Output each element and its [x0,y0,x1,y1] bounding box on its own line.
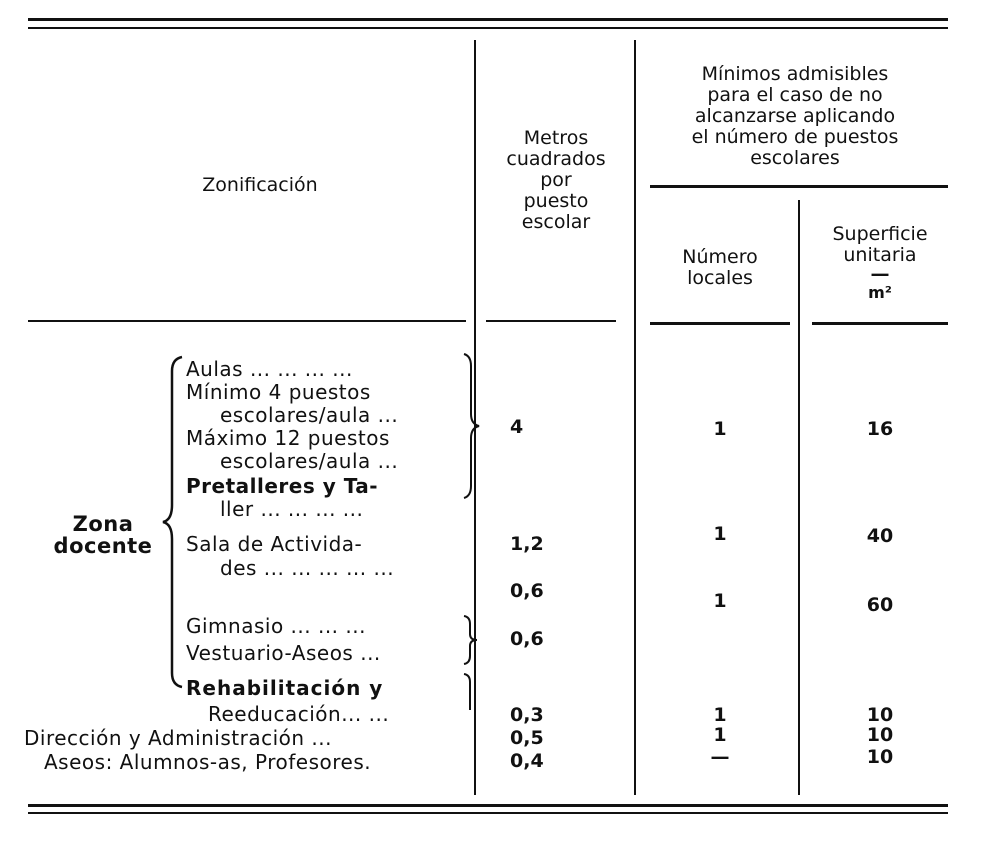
item-maximo: Máximo 12 puestos [186,426,390,450]
top-rule-2 [28,27,948,29]
zone-label-line: docente [53,534,153,558]
header-superficie-line: Superficie [832,223,928,245]
rehab-brace [461,672,477,712]
header-metros-line: por [540,169,572,191]
col-divider-2 [634,40,636,795]
col-divider-3 [798,200,800,795]
item-direccion: Dirección y Administración ... [24,726,332,750]
superficie-direccion: 10 [866,724,894,746]
superficie-aseos: 10 [866,746,894,768]
numero-aulas: 1 [713,418,727,440]
item-sala: Sala de Activida- [186,532,363,556]
header-minimos-line: escolares [750,147,840,169]
header-minimos [645,64,945,169]
header-superficie-unit: m² [868,283,892,302]
header-bottom-rule-1 [28,320,466,322]
superficie-aulas: 16 [866,418,894,440]
metros-sala: 0,6 [510,580,544,602]
top-rule [28,18,948,21]
metros-gimnasio: 0,6 [510,628,544,650]
item-pretalleres: Pretalleres y Ta- [186,474,379,498]
gimnasio-brace [461,614,483,666]
header-bottom-rule-4 [812,322,948,325]
item-aseos: Aseos: Alumnos-as, Profesores. [44,750,372,774]
item-ller: ller ... ... ... ... [220,497,364,521]
item-escolares-2: escolares/aula ... [220,449,399,473]
item-vestuario: Vestuario-Aseos ... [186,641,381,665]
header-superficie [810,224,950,303]
header-superficie-line: unitaria [843,244,917,266]
aulas-brace [461,352,483,502]
left-brace [160,355,186,690]
item-gimnasio: Gimnasio ... ... ... [186,614,366,638]
header-metros-line: Metros [523,127,589,149]
header-minimos-line: para el caso de no [707,84,883,106]
header-minimos-line: el número de puestos [691,126,899,148]
header-superficie-dash: — [870,263,890,285]
superficie-rehab: 10 [866,704,894,726]
header-metros [486,128,626,233]
header-bottom-rule-3 [650,322,790,325]
header-metros-line: cuadrados [506,148,606,170]
header-numero [650,247,790,289]
item-reeducacion: Reeducación... ... [208,702,390,726]
zone-label [48,513,158,557]
numero-aseos: — [710,746,730,768]
item-minimo: Mínimo 4 puestos [186,380,371,404]
zone-label-line: Zona [72,512,134,536]
header-zonificacion: Zonificación [202,174,318,196]
numero-rehab: 1 [713,704,727,726]
numero-sala: 1 [713,590,727,612]
minimos-underline [650,185,948,188]
numero-pretalleres: 1 [713,523,727,545]
metros-direccion: 0,5 [510,727,544,749]
numero-direccion: 1 [713,724,727,746]
item-aulas: Aulas ... ... ... ... [186,357,353,381]
metros-rehab: 0,3 [510,704,544,726]
superficie-pretalleres: 40 [866,525,894,547]
header-numero-line: locales [687,267,753,289]
item-rehabilitacion: Rehabilitación y [186,676,384,700]
header-bottom-rule-2 [486,320,616,322]
metros-pretalleres: 1,2 [510,533,544,555]
item-des: des ... ... ... ... ... [220,556,395,580]
header-numero-line: Número [682,246,758,268]
header-metros-line: puesto [523,190,589,212]
header-minimos-line: Mínimos admisibles [701,63,889,85]
metros-aulas: 4 [510,416,524,438]
bottom-rule [28,804,948,807]
metros-aseos: 0,4 [510,750,544,772]
header-metros-line: escolar [521,211,591,233]
header-minimos-line: alcanzarse aplicando [694,105,896,127]
superficie-sala: 60 [866,594,894,616]
item-escolares-1: escolares/aula ... [220,403,399,427]
bottom-rule-2 [28,812,948,814]
